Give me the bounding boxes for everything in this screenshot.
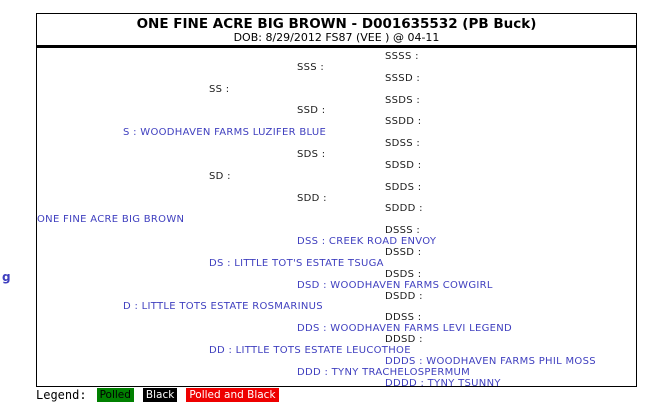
pedigree-entry-ddds[interactable]: DDDS : WOODHAVEN FARMS PHIL MOSS: [385, 355, 596, 367]
pedigree-entry-dss[interactable]: DSS : CREEK ROAD ENVOY: [297, 236, 437, 248]
legend-badge-polled: Polled: [97, 388, 134, 402]
pedigree-entry-sssd: SSSD :: [385, 72, 421, 84]
pedigree-tree: [37, 48, 636, 390]
legend-badge-polled-and-black: Polled and Black: [186, 388, 278, 402]
pedigree-entry-ssd: SSD :: [297, 105, 326, 117]
pedigree-entry-sds: SDS :: [297, 149, 326, 161]
pedigree-entry-subject[interactable]: ONE FINE ACRE BIG BROWN: [37, 214, 185, 226]
pedigree-entry-dds[interactable]: DDS : WOODHAVEN FARMS LEVI LEGEND: [297, 323, 513, 335]
chart-header: [37, 14, 636, 44]
pedigree-entry-dssd: DSSD :: [385, 247, 422, 259]
pedigree-entry-ddsd: DDSD :: [385, 334, 423, 346]
stray-link-text-g[interactable]: g: [2, 270, 11, 284]
pedigree-entry-dsds: DSDS :: [385, 268, 422, 280]
pedigree-entry-dddd[interactable]: DDDD : TYNY TSUNNY: [385, 377, 501, 389]
pedigree-entry-sd: SD :: [209, 170, 231, 182]
pedigree-entry-ssdd: SSDD :: [385, 116, 422, 128]
animal-subtitle: DOB: 8/29/2012 FS87 (VEE ) @ 04-11: [233, 31, 440, 44]
pedigree-entry-ddd[interactable]: DDD : TYNY TRACHELOSPERMUM: [297, 366, 471, 378]
pedigree-entry-ssss: SSSS :: [385, 51, 419, 62]
pedigree-chart: [36, 13, 637, 387]
pedigree-entry-ss: SS :: [209, 83, 230, 95]
animal-title: ONE FINE ACRE BIG BROWN - D001635532 (PB Buck): [136, 16, 537, 32]
pedigree-entry-dsss: DSSS :: [385, 225, 421, 237]
pedigree-entry-sdsd: SDSD :: [385, 159, 422, 171]
pedigree-entry-ds[interactable]: DS : LITTLE TOT'S ESTATE TSUGA: [209, 257, 384, 269]
pedigree-entry-dd[interactable]: DD : LITTLE TOTS ESTATE LEUCOTHOE: [209, 345, 411, 357]
legend-badge-black: Black: [143, 388, 177, 402]
pedigree-entry-d[interactable]: D : LITTLE TOTS ESTATE ROSMARINUS: [123, 301, 323, 313]
pedigree-entry-s[interactable]: S : WOODHAVEN FARMS LUZIFER BLUE: [123, 127, 327, 139]
pedigree-entry-sdd: SDD :: [297, 192, 327, 204]
pedigree-entry-sdss: SDSS :: [385, 138, 421, 150]
pedigree-entry-ddss: DDSS :: [385, 312, 422, 324]
pedigree-entry-sddd: SDDD :: [385, 203, 423, 215]
pedigree-entry-sss: SSS :: [297, 61, 325, 73]
legend-label: Legend:: [36, 388, 87, 402]
pedigree-entry-ssds: SSDS :: [385, 94, 421, 106]
pedigree-entry-dsdd: DSDD :: [385, 290, 423, 302]
pedigree-entry-sdds: SDDS :: [385, 181, 422, 193]
legend: [36, 388, 288, 402]
pedigree-entry-dsd[interactable]: DSD : WOODHAVEN FARMS COWGIRL: [297, 279, 493, 291]
